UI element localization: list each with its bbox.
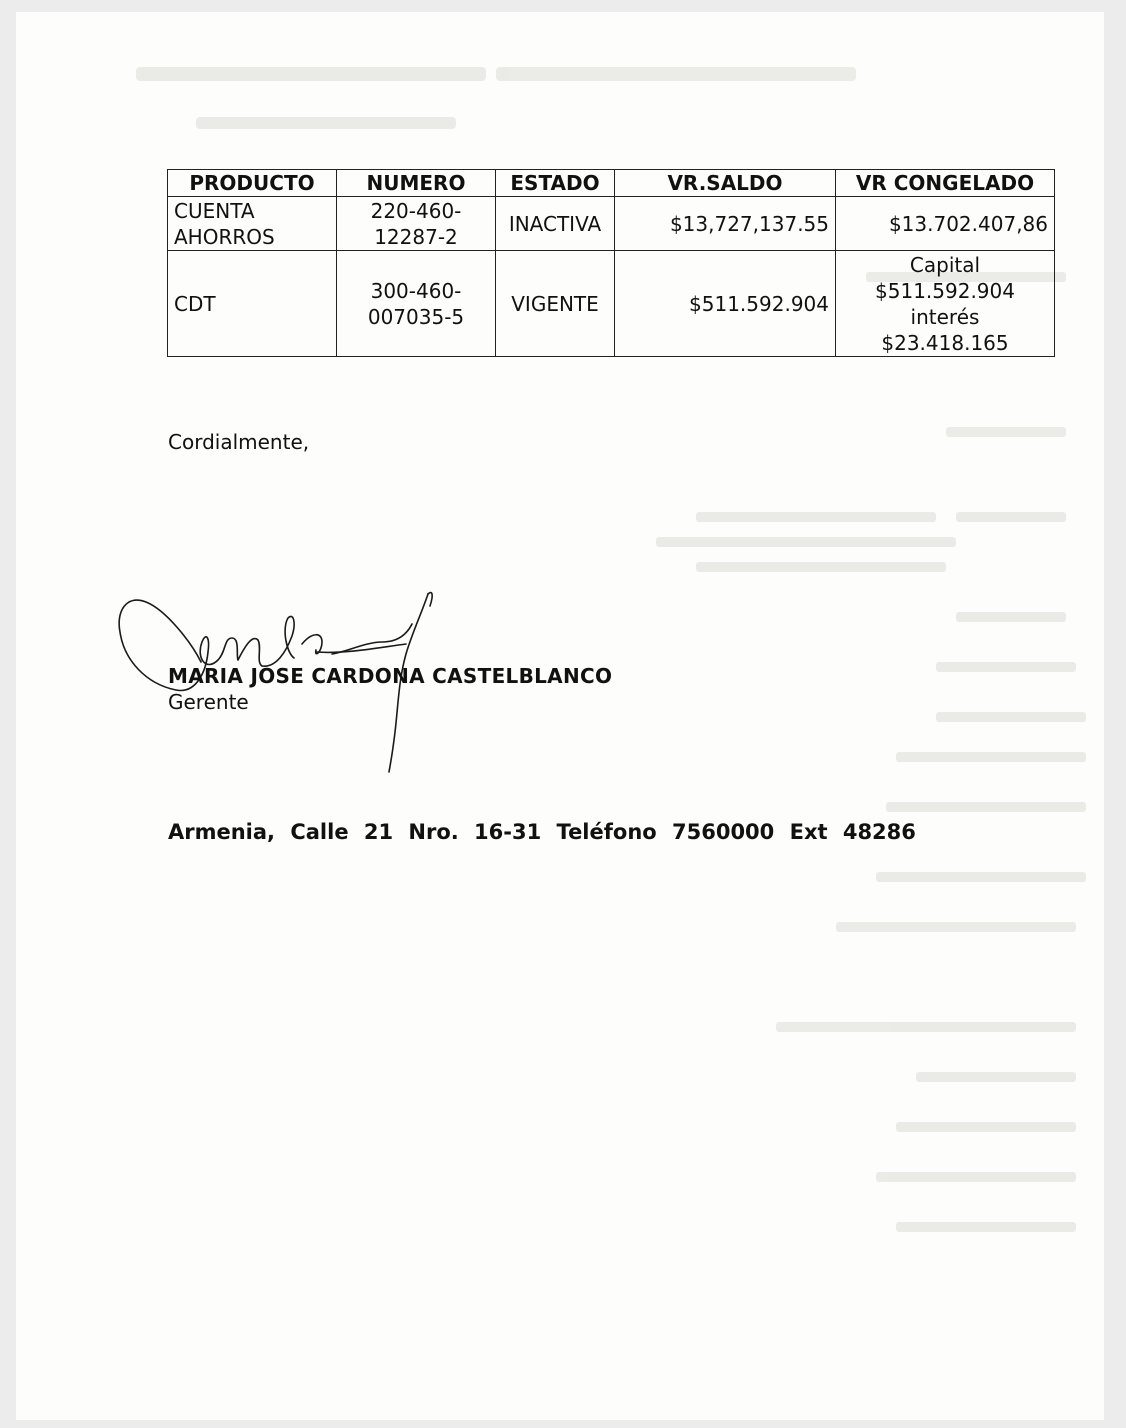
cell-line: 12287-2 — [374, 224, 458, 249]
cell-line: CDT — [174, 291, 216, 316]
footer-address: Armenia, Calle 21 Nro. 16-31 Teléfono 7560000 Ext 48286 — [168, 820, 916, 844]
header-estado: ESTADO — [496, 170, 615, 197]
signer-name: MARIA JOSE CARDONA CASTELBLANCO — [168, 664, 613, 688]
cell-line: $23.418.165 — [881, 330, 1009, 355]
cell-line: 300-460- — [370, 278, 462, 303]
cell-producto — [168, 197, 337, 251]
cell-numero — [337, 251, 496, 357]
cell-numero — [337, 197, 496, 251]
cell-estado: VIGENTE — [496, 251, 615, 357]
cell-line: Capital — [909, 252, 981, 277]
cell-line: CUENTA — [174, 198, 255, 223]
cell-line: $511.592.904 — [875, 278, 1015, 303]
header-vr-congelado: VR CONGELADO — [836, 170, 1055, 197]
cell-line: 220-460- — [370, 198, 462, 223]
header-numero: NUMERO — [337, 170, 496, 197]
header-producto: PRODUCTO — [168, 170, 337, 197]
cell-line: AHORROS — [174, 224, 275, 249]
cell-line: 007035-5 — [367, 304, 465, 329]
closing-text: Cordialmente, — [168, 430, 310, 454]
table-row — [168, 251, 1055, 357]
cell-congelado — [836, 251, 1055, 357]
signer-role: Gerente — [168, 690, 249, 714]
cell-producto — [168, 251, 337, 357]
cell-saldo: $511.592.904 — [615, 251, 836, 357]
products-table — [167, 169, 1055, 357]
cell-line: $13.702.407,86 — [888, 211, 1048, 236]
cell-congelado — [836, 197, 1055, 251]
document-page — [16, 12, 1104, 1420]
table-header-row — [168, 170, 1055, 197]
cell-line: interés — [910, 304, 980, 329]
table-row — [168, 197, 1055, 251]
cell-estado: INACTIVA — [496, 197, 615, 251]
cell-saldo: $13,727,137.55 — [615, 197, 836, 251]
header-vr-saldo: VR.SALDO — [615, 170, 836, 197]
